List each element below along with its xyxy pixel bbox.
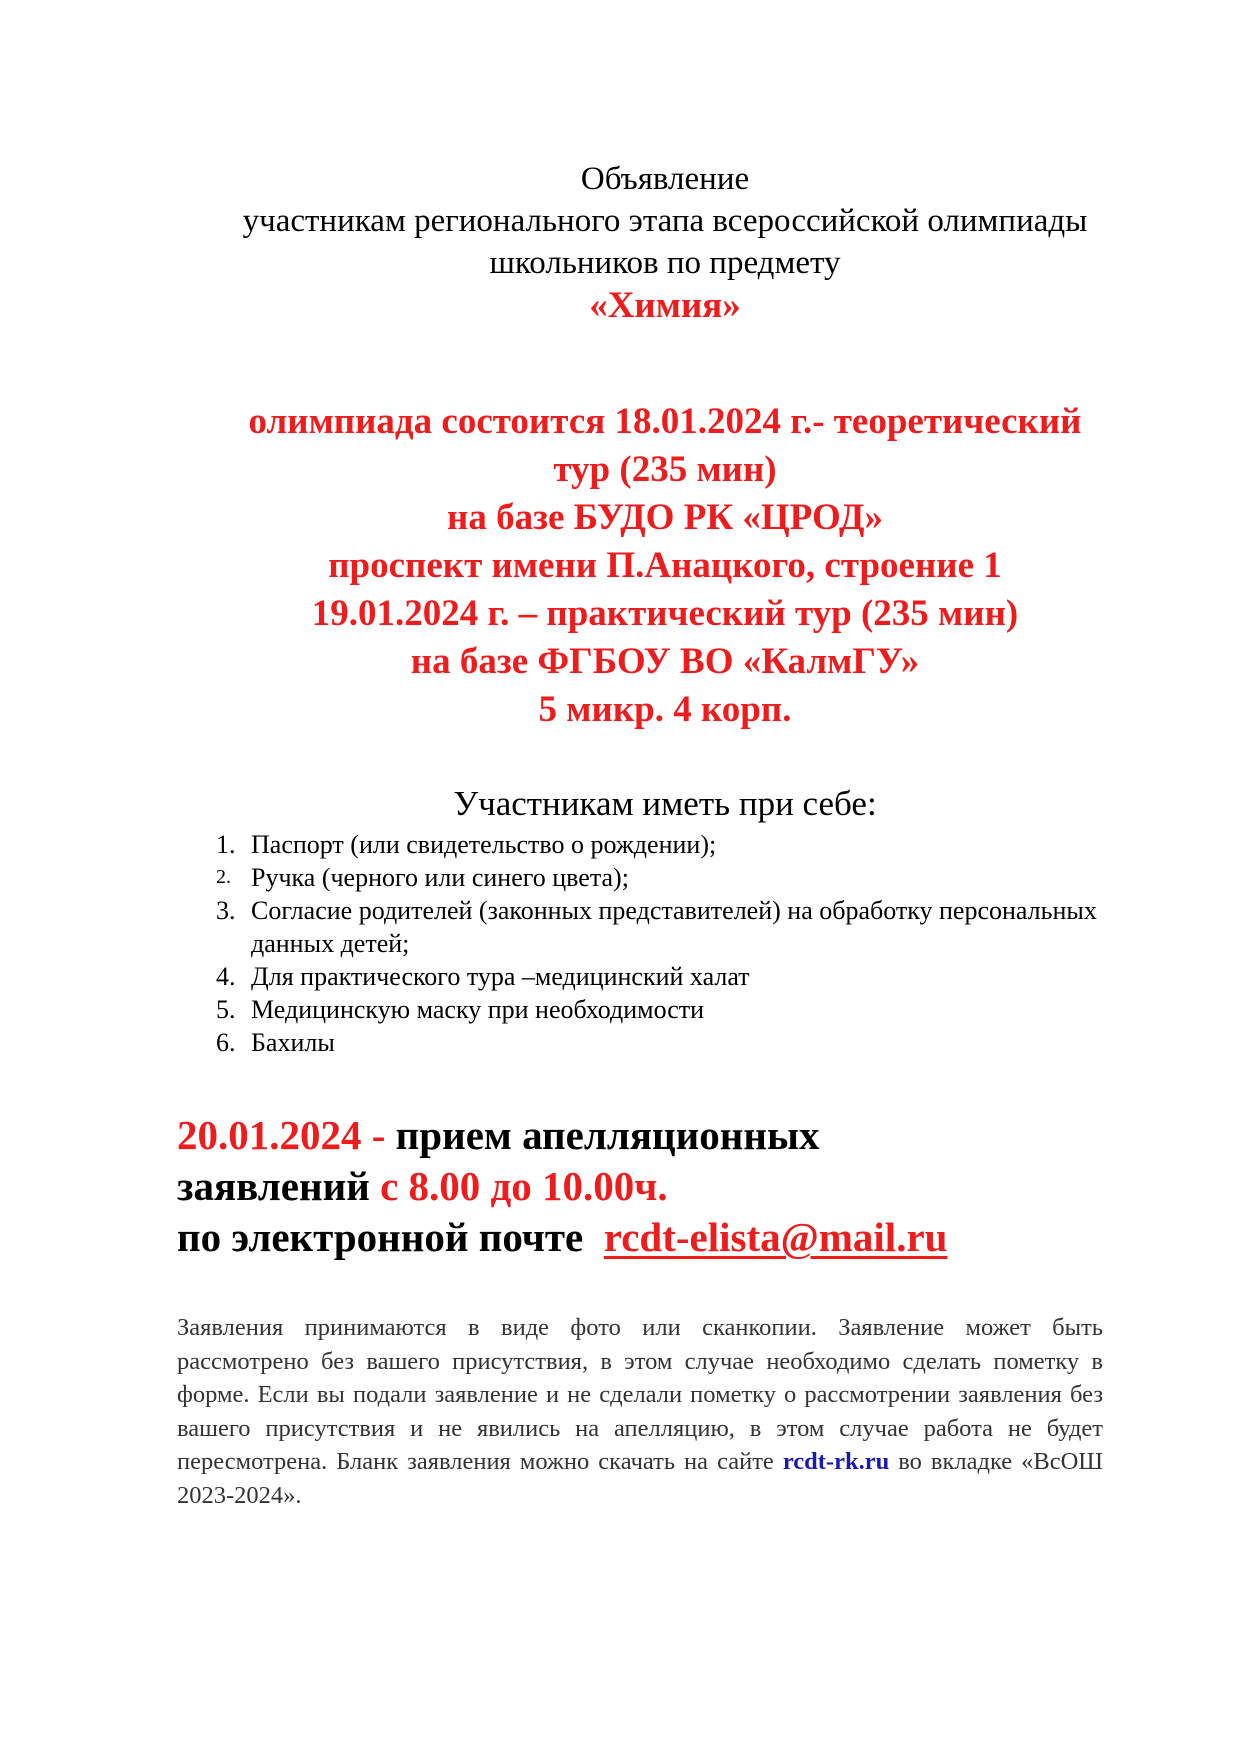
appeal-text-intro: прием апелляционных	[395, 1112, 820, 1158]
bring-list	[208, 828, 1128, 1059]
header-line-participants: участникам регионального этапа всероссийской олимпиады	[242, 203, 1088, 239]
site-link[interactable]: rcdt-rk.ru	[782, 1448, 890, 1475]
list-item-text: Бахилы	[251, 1028, 335, 1057]
appeal-info	[177, 1110, 1177, 1263]
list-item-number: 6.	[216, 1028, 236, 1057]
list-item-number: 3.	[216, 896, 236, 925]
bring-list-title: Участникам иметь при себе:	[453, 784, 877, 823]
header-line-subject-intro: школьников по предмету	[489, 245, 841, 281]
list-item-number: 4.	[216, 962, 236, 991]
appeal-text-email-intro: по электронной почте	[177, 1214, 584, 1260]
appeal-note	[177, 1311, 1103, 1512]
olympiad-schedule	[150, 398, 1180, 734]
schedule-line: проспект имени П.Анацкого, строение 1	[328, 545, 1002, 586]
appeal-line-email	[177, 1212, 1177, 1263]
schedule-line: на базе БУДО РК «ЦРОД»	[447, 497, 883, 538]
list-item	[208, 1026, 1128, 1059]
appeal-line-date	[177, 1110, 1177, 1161]
email-link[interactable]: rcdt-elista@mail.ru	[603, 1214, 948, 1260]
list-item-number: 5.	[216, 995, 236, 1024]
list-item-text: Согласие родителей (законных представителей) на обработку персональных данных детей;	[251, 896, 1097, 958]
announcement-header	[150, 158, 1180, 330]
schedule-line: тур (235 мин)	[553, 449, 777, 490]
subject-title: «Химия»	[589, 285, 741, 326]
schedule-line: на базе ФГБОУ ВО «КалмГУ»	[410, 641, 920, 682]
appeal-date: 20.01.2024 -	[177, 1112, 386, 1158]
appeal-time: с 8.00 до 10.00ч.	[380, 1163, 668, 1209]
list-item	[208, 993, 1128, 1026]
appeal-line-time	[177, 1161, 1177, 1212]
list-item	[208, 861, 1128, 894]
note-text: Заявления принимаются в виде фото или сканкопии. Заявление может быть рассмотрено без вашего присутствия, в этом случае необходимо сделать пометку в форме. Если вы подали заявление и не сделали пометку о рассмотрении заявления без вашего присутствия и не явились на апелляцию, в этом случае работа не будет пересмотрена. Бланк заявления можно скачать на сайте	[177, 1314, 1103, 1475]
schedule-line: 19.01.2024 г. – практический тур (235 мин)	[311, 593, 1019, 634]
list-item-number: 1.	[216, 830, 236, 859]
list-item-text: Для практического тура –медицинский халат	[251, 962, 750, 991]
appeal-text-applications: заявлений	[177, 1163, 370, 1209]
schedule-line: 5 микр. 4 корп.	[538, 689, 792, 730]
header-title: Объявление	[580, 161, 750, 197]
list-item-text: Ручка (черного или синего цвета);	[251, 863, 629, 892]
schedule-line: олимпиада состоится 18.01.2024 г.- теоретический	[248, 401, 1082, 442]
list-item	[208, 894, 1128, 960]
note-text-end: во вкладке «ВсОШ 2023-2024».	[177, 1448, 1104, 1509]
list-item	[208, 828, 1128, 861]
list-item-text: Паспорт (или свидетельство о рождении);	[251, 830, 717, 859]
list-item-number: 2.	[216, 866, 231, 888]
list-item-text: Медицинскую маску при необходимости	[251, 995, 705, 1024]
list-item	[208, 960, 1128, 993]
